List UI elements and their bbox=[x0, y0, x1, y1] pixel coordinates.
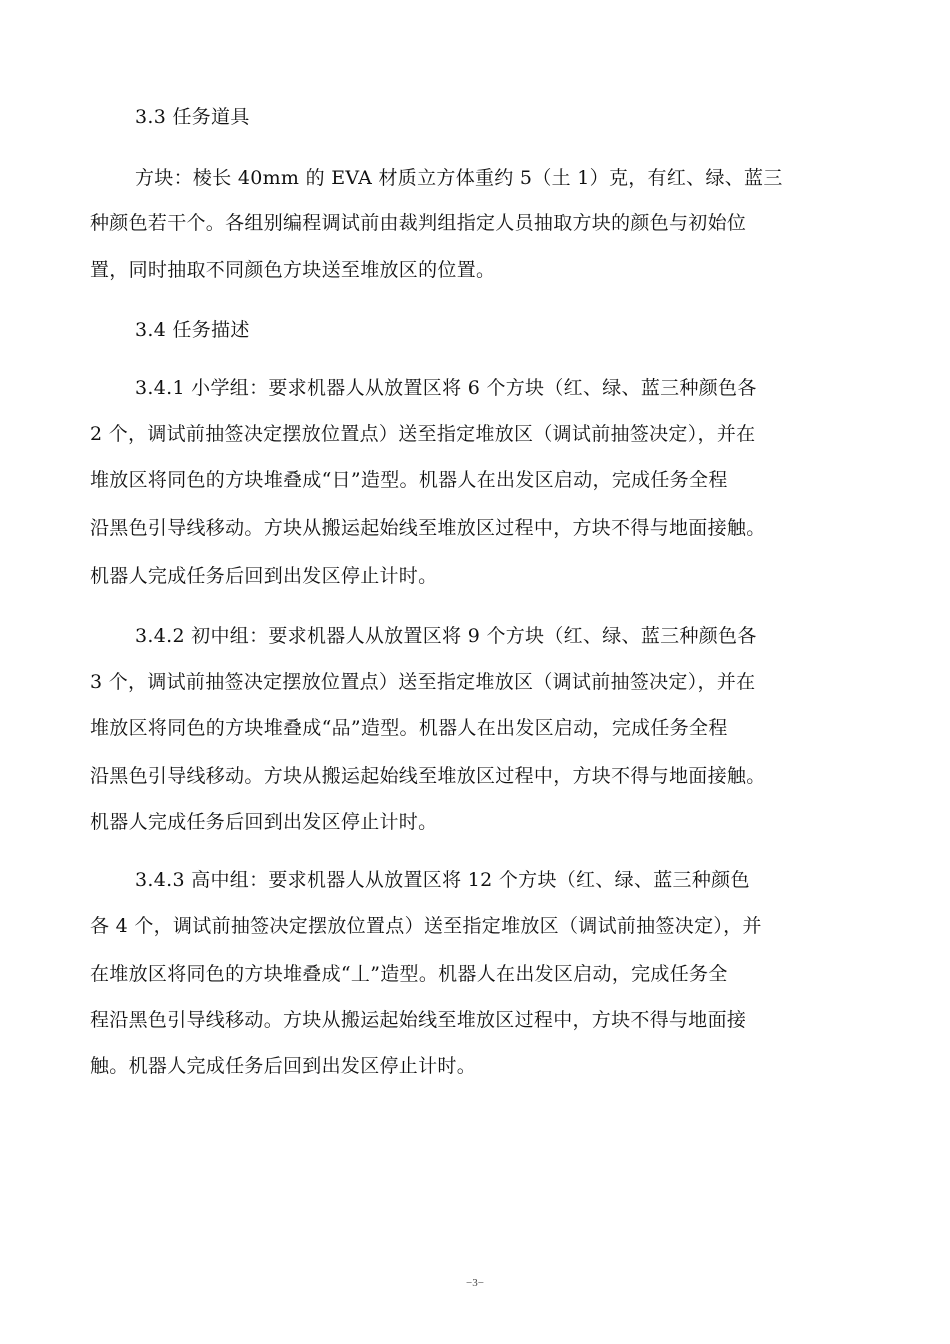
paragraph-line: 各 4 个，调试前抽签决定摆放位置点）送至指定堆放区（调试前抽签决定），并 bbox=[90, 915, 762, 937]
paragraph-line: 置，同时抽取不同颜色方块送至堆放区的位置。 bbox=[90, 259, 496, 281]
paragraph-line: 机器人完成任务后回到出发区停止计时。 bbox=[90, 811, 438, 833]
paragraph-line: 3.4.2 初中组：要求机器人从放置区将 9 个方块（红、绿、蓝三种颜色各 bbox=[135, 625, 757, 647]
paragraph-line: 方块：棱长 40mm 的 EVA 材质立方体重约 5（土 1）克，有红、绿、蓝三 bbox=[135, 167, 783, 189]
paragraph-line: 触。机器人完成任务后回到出发区停止计时。 bbox=[90, 1055, 477, 1077]
section-heading-3-4: 3.4 任务描述 bbox=[135, 319, 250, 341]
paragraph-line: 2 个，调试前抽签决定摆放位置点）送至指定堆放区（调试前抽签决定），并在 bbox=[90, 423, 756, 445]
paragraph-line: 3.4.1 小学组：要求机器人从放置区将 6 个方块（红、绿、蓝三种颜色各 bbox=[135, 377, 757, 399]
paragraph-line: 在堆放区将同色的方块堆叠成“丄”造型。机器人在出发区启动，完成任务全 bbox=[90, 963, 728, 985]
section-heading-3-3: 3.3 任务道具 bbox=[135, 106, 250, 128]
paragraph-line: 程沿黑色引导线移动。方块从搬运起始线至堆放区过程中，方块不得与地面接 bbox=[90, 1009, 747, 1031]
page-number: −3− bbox=[466, 1277, 484, 1289]
paragraph-line: 沿黑色引导线移动。方块从搬运起始线至堆放区过程中，方块不得与地面接触。 bbox=[90, 765, 766, 787]
paragraph-line: 3 个，调试前抽签决定摆放位置点）送至指定堆放区（调试前抽签决定），并在 bbox=[90, 671, 756, 693]
paragraph-line: 3.4.3 高中组：要求机器人从放置区将 12 个方块（红、绿、蓝三种颜色 bbox=[135, 869, 750, 891]
paragraph-line: 机器人完成任务后回到出发区停止计时。 bbox=[90, 565, 438, 587]
paragraph-line: 种颜色若干个。各组别编程调试前由裁判组指定人员抽取方块的颜色与初始位 bbox=[90, 212, 747, 234]
paragraph-line: 沿黑色引导线移动。方块从搬运起始线至堆放区过程中，方块不得与地面接触。 bbox=[90, 517, 766, 539]
paragraph-line: 堆放区将同色的方块堆叠成“日”造型。机器人在出发区启动，完成任务全程 bbox=[90, 469, 728, 491]
paragraph-line: 堆放区将同色的方块堆叠成“品”造型。机器人在出发区启动，完成任务全程 bbox=[90, 717, 728, 739]
